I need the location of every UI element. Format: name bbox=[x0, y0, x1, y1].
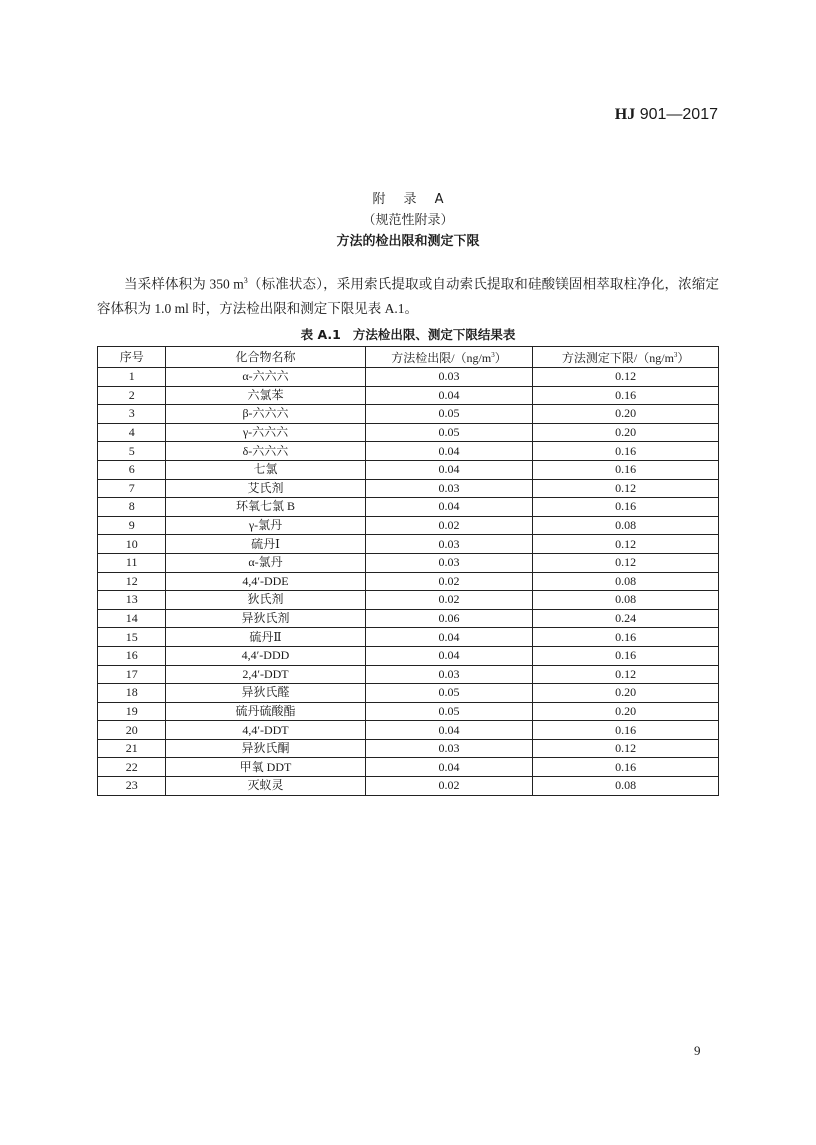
cell-lql: 0.20 bbox=[533, 423, 719, 442]
cell-mdl: 0.05 bbox=[365, 423, 533, 442]
table-row bbox=[98, 553, 719, 572]
table-row bbox=[98, 609, 719, 628]
cell-index: 12 bbox=[98, 572, 166, 591]
cell-lql: 0.24 bbox=[533, 609, 719, 628]
cell-compound: 异狄氏醛 bbox=[166, 684, 365, 703]
cell-lql: 0.08 bbox=[533, 591, 719, 610]
cell-lql: 0.20 bbox=[533, 405, 719, 424]
header-mdl-close: ） bbox=[494, 351, 507, 365]
cell-mdl: 0.04 bbox=[365, 460, 533, 479]
cell-compound: α-六六六 bbox=[166, 368, 365, 387]
cell-index: 20 bbox=[98, 721, 166, 740]
cell-index: 22 bbox=[98, 758, 166, 777]
table-row bbox=[98, 516, 719, 535]
header-lql bbox=[533, 347, 719, 368]
cell-compound: 七氯 bbox=[166, 460, 365, 479]
header-lql-text: 方法测定下限/（ng/m bbox=[561, 351, 674, 365]
cell-mdl: 0.05 bbox=[365, 702, 533, 721]
table-row bbox=[98, 498, 719, 517]
cell-lql: 0.16 bbox=[533, 721, 719, 740]
cell-index: 21 bbox=[98, 739, 166, 758]
superscript: 3 bbox=[673, 351, 678, 359]
cell-lql: 0.12 bbox=[533, 368, 719, 387]
cell-mdl: 0.05 bbox=[365, 405, 533, 424]
cell-mdl: 0.04 bbox=[365, 628, 533, 647]
cell-index: 19 bbox=[98, 702, 166, 721]
cell-compound: 狄氏剂 bbox=[166, 591, 365, 610]
cell-index: 11 bbox=[98, 553, 166, 572]
cell-mdl: 0.03 bbox=[365, 479, 533, 498]
table-row bbox=[98, 702, 719, 721]
header-lql-close: ） bbox=[677, 351, 690, 365]
cell-compound: 硫丹硫酸酯 bbox=[166, 702, 365, 721]
header-mdl bbox=[365, 347, 533, 368]
cell-mdl: 0.03 bbox=[365, 535, 533, 554]
table-row bbox=[98, 479, 719, 498]
cell-mdl: 0.05 bbox=[365, 684, 533, 703]
cell-mdl: 0.03 bbox=[365, 739, 533, 758]
table-row bbox=[98, 646, 719, 665]
cell-compound: 环氧七氯 B bbox=[166, 498, 365, 517]
cell-mdl: 0.02 bbox=[365, 516, 533, 535]
header-compound: 化合物名称 bbox=[166, 347, 365, 368]
cell-compound: 灭蚁灵 bbox=[166, 777, 365, 796]
cell-lql: 0.16 bbox=[533, 646, 719, 665]
cell-compound: 硫丹Ⅰ bbox=[166, 535, 365, 554]
table-caption-title: 方法检出限、测定下限结果表 bbox=[352, 327, 516, 342]
cell-index: 9 bbox=[98, 516, 166, 535]
cell-mdl: 0.02 bbox=[365, 591, 533, 610]
header-mdl-text: 方法检出限/（ng/m bbox=[391, 351, 492, 365]
cell-lql: 0.16 bbox=[533, 628, 719, 647]
cell-mdl: 0.03 bbox=[365, 665, 533, 684]
cell-mdl: 0.04 bbox=[365, 386, 533, 405]
appendix-title: 方法的检出限和测定下限 bbox=[336, 234, 480, 249]
cell-mdl: 0.04 bbox=[365, 758, 533, 777]
table-row bbox=[98, 721, 719, 740]
cell-mdl: 0.02 bbox=[365, 572, 533, 591]
appendix-label-part: A bbox=[434, 192, 444, 207]
cell-index: 5 bbox=[98, 442, 166, 461]
cell-index: 8 bbox=[98, 498, 166, 517]
cell-compound: 异狄氏剂 bbox=[166, 609, 365, 628]
cell-index: 1 bbox=[98, 368, 166, 387]
cell-compound: 4,4′-DDD bbox=[166, 646, 365, 665]
cell-lql: 0.08 bbox=[533, 516, 719, 535]
cell-index: 6 bbox=[98, 460, 166, 479]
table-row bbox=[98, 628, 719, 647]
cell-index: 3 bbox=[98, 405, 166, 424]
cell-index: 15 bbox=[98, 628, 166, 647]
standard-number: 901—2017 bbox=[639, 106, 718, 123]
intro-paragraph bbox=[97, 269, 719, 321]
cell-mdl: 0.04 bbox=[365, 498, 533, 517]
cell-compound: α-氯丹 bbox=[166, 553, 365, 572]
table-row bbox=[98, 535, 719, 554]
cell-index: 17 bbox=[98, 665, 166, 684]
cell-lql: 0.12 bbox=[533, 739, 719, 758]
appendix-label-part: 录 bbox=[403, 192, 417, 207]
cell-compound: 六氯苯 bbox=[166, 386, 365, 405]
cell-compound: β-六六六 bbox=[166, 405, 365, 424]
cell-index: 7 bbox=[98, 479, 166, 498]
cell-lql: 0.16 bbox=[533, 442, 719, 461]
superscript: 3 bbox=[243, 276, 248, 285]
table-row bbox=[98, 777, 719, 796]
cell-lql: 0.16 bbox=[533, 498, 719, 517]
cell-index: 18 bbox=[98, 684, 166, 703]
cell-lql: 0.08 bbox=[533, 777, 719, 796]
table-row bbox=[98, 684, 719, 703]
cell-index: 23 bbox=[98, 777, 166, 796]
cell-compound: 4,4′-DDE bbox=[166, 572, 365, 591]
cell-compound: 4,4′-DDT bbox=[166, 721, 365, 740]
cell-mdl: 0.03 bbox=[365, 553, 533, 572]
table-caption bbox=[0, 325, 816, 343]
paragraph-text: 当采样体积为 350 m bbox=[124, 276, 244, 292]
cell-mdl: 0.06 bbox=[365, 609, 533, 628]
cell-index: 4 bbox=[98, 423, 166, 442]
cell-compound: γ-六六六 bbox=[166, 423, 365, 442]
superscript: 3 bbox=[491, 351, 495, 359]
table-header-row bbox=[98, 347, 719, 368]
cell-lql: 0.16 bbox=[533, 758, 719, 777]
cell-index: 2 bbox=[98, 386, 166, 405]
paragraph-text: （标准状态），采用索氏提取或自动索氏提取和硅酸镁固相萃取柱净化，浓缩定容体积为 1.0 ml 时，方法检出限和测定下限见表 A.1。 bbox=[97, 276, 719, 316]
table-row bbox=[98, 591, 719, 610]
cell-mdl: 0.03 bbox=[365, 368, 533, 387]
table-row bbox=[98, 572, 719, 591]
cell-compound: 硫丹Ⅱ bbox=[166, 628, 365, 647]
cell-lql: 0.20 bbox=[533, 702, 719, 721]
cell-lql: 0.20 bbox=[533, 684, 719, 703]
standard-prefix: HJ bbox=[614, 106, 636, 123]
table-row bbox=[98, 739, 719, 758]
cell-lql: 0.16 bbox=[533, 460, 719, 479]
appendix-label bbox=[0, 188, 816, 207]
cell-mdl: 0.02 bbox=[365, 777, 533, 796]
table-row bbox=[98, 758, 719, 777]
table-row bbox=[98, 460, 719, 479]
table-body bbox=[98, 368, 719, 796]
cell-lql: 0.16 bbox=[533, 386, 719, 405]
cell-mdl: 0.04 bbox=[365, 442, 533, 461]
appendix-label-part: 附 bbox=[372, 192, 386, 207]
cell-compound: 甲氧 DDT bbox=[166, 758, 365, 777]
cell-index: 16 bbox=[98, 646, 166, 665]
table-row bbox=[98, 423, 719, 442]
appendix-subtitle: （规范性附录） bbox=[362, 213, 454, 228]
cell-index: 14 bbox=[98, 609, 166, 628]
table-caption-number: 表 A.1 bbox=[300, 327, 341, 342]
cell-lql: 0.08 bbox=[533, 572, 719, 591]
cell-lql: 0.12 bbox=[533, 553, 719, 572]
results-table bbox=[97, 346, 719, 796]
cell-lql: 0.12 bbox=[533, 535, 719, 554]
page-number: 9 bbox=[694, 1043, 701, 1058]
cell-compound: γ-氯丹 bbox=[166, 516, 365, 535]
cell-compound: 异狄氏酮 bbox=[166, 739, 365, 758]
table-row bbox=[98, 386, 719, 405]
cell-lql: 0.12 bbox=[533, 479, 719, 498]
header-index: 序号 bbox=[98, 347, 166, 368]
cell-index: 13 bbox=[98, 591, 166, 610]
table-row bbox=[98, 665, 719, 684]
standard-code bbox=[615, 106, 718, 124]
cell-compound: 艾氏剂 bbox=[166, 479, 365, 498]
table-row bbox=[98, 442, 719, 461]
cell-index: 10 bbox=[98, 535, 166, 554]
table-row bbox=[98, 405, 719, 424]
cell-mdl: 0.04 bbox=[365, 721, 533, 740]
table-row bbox=[98, 368, 719, 387]
cell-lql: 0.12 bbox=[533, 665, 719, 684]
cell-compound: δ-六六六 bbox=[166, 442, 365, 461]
cell-compound: 2,4′-DDT bbox=[166, 665, 365, 684]
cell-mdl: 0.04 bbox=[365, 646, 533, 665]
